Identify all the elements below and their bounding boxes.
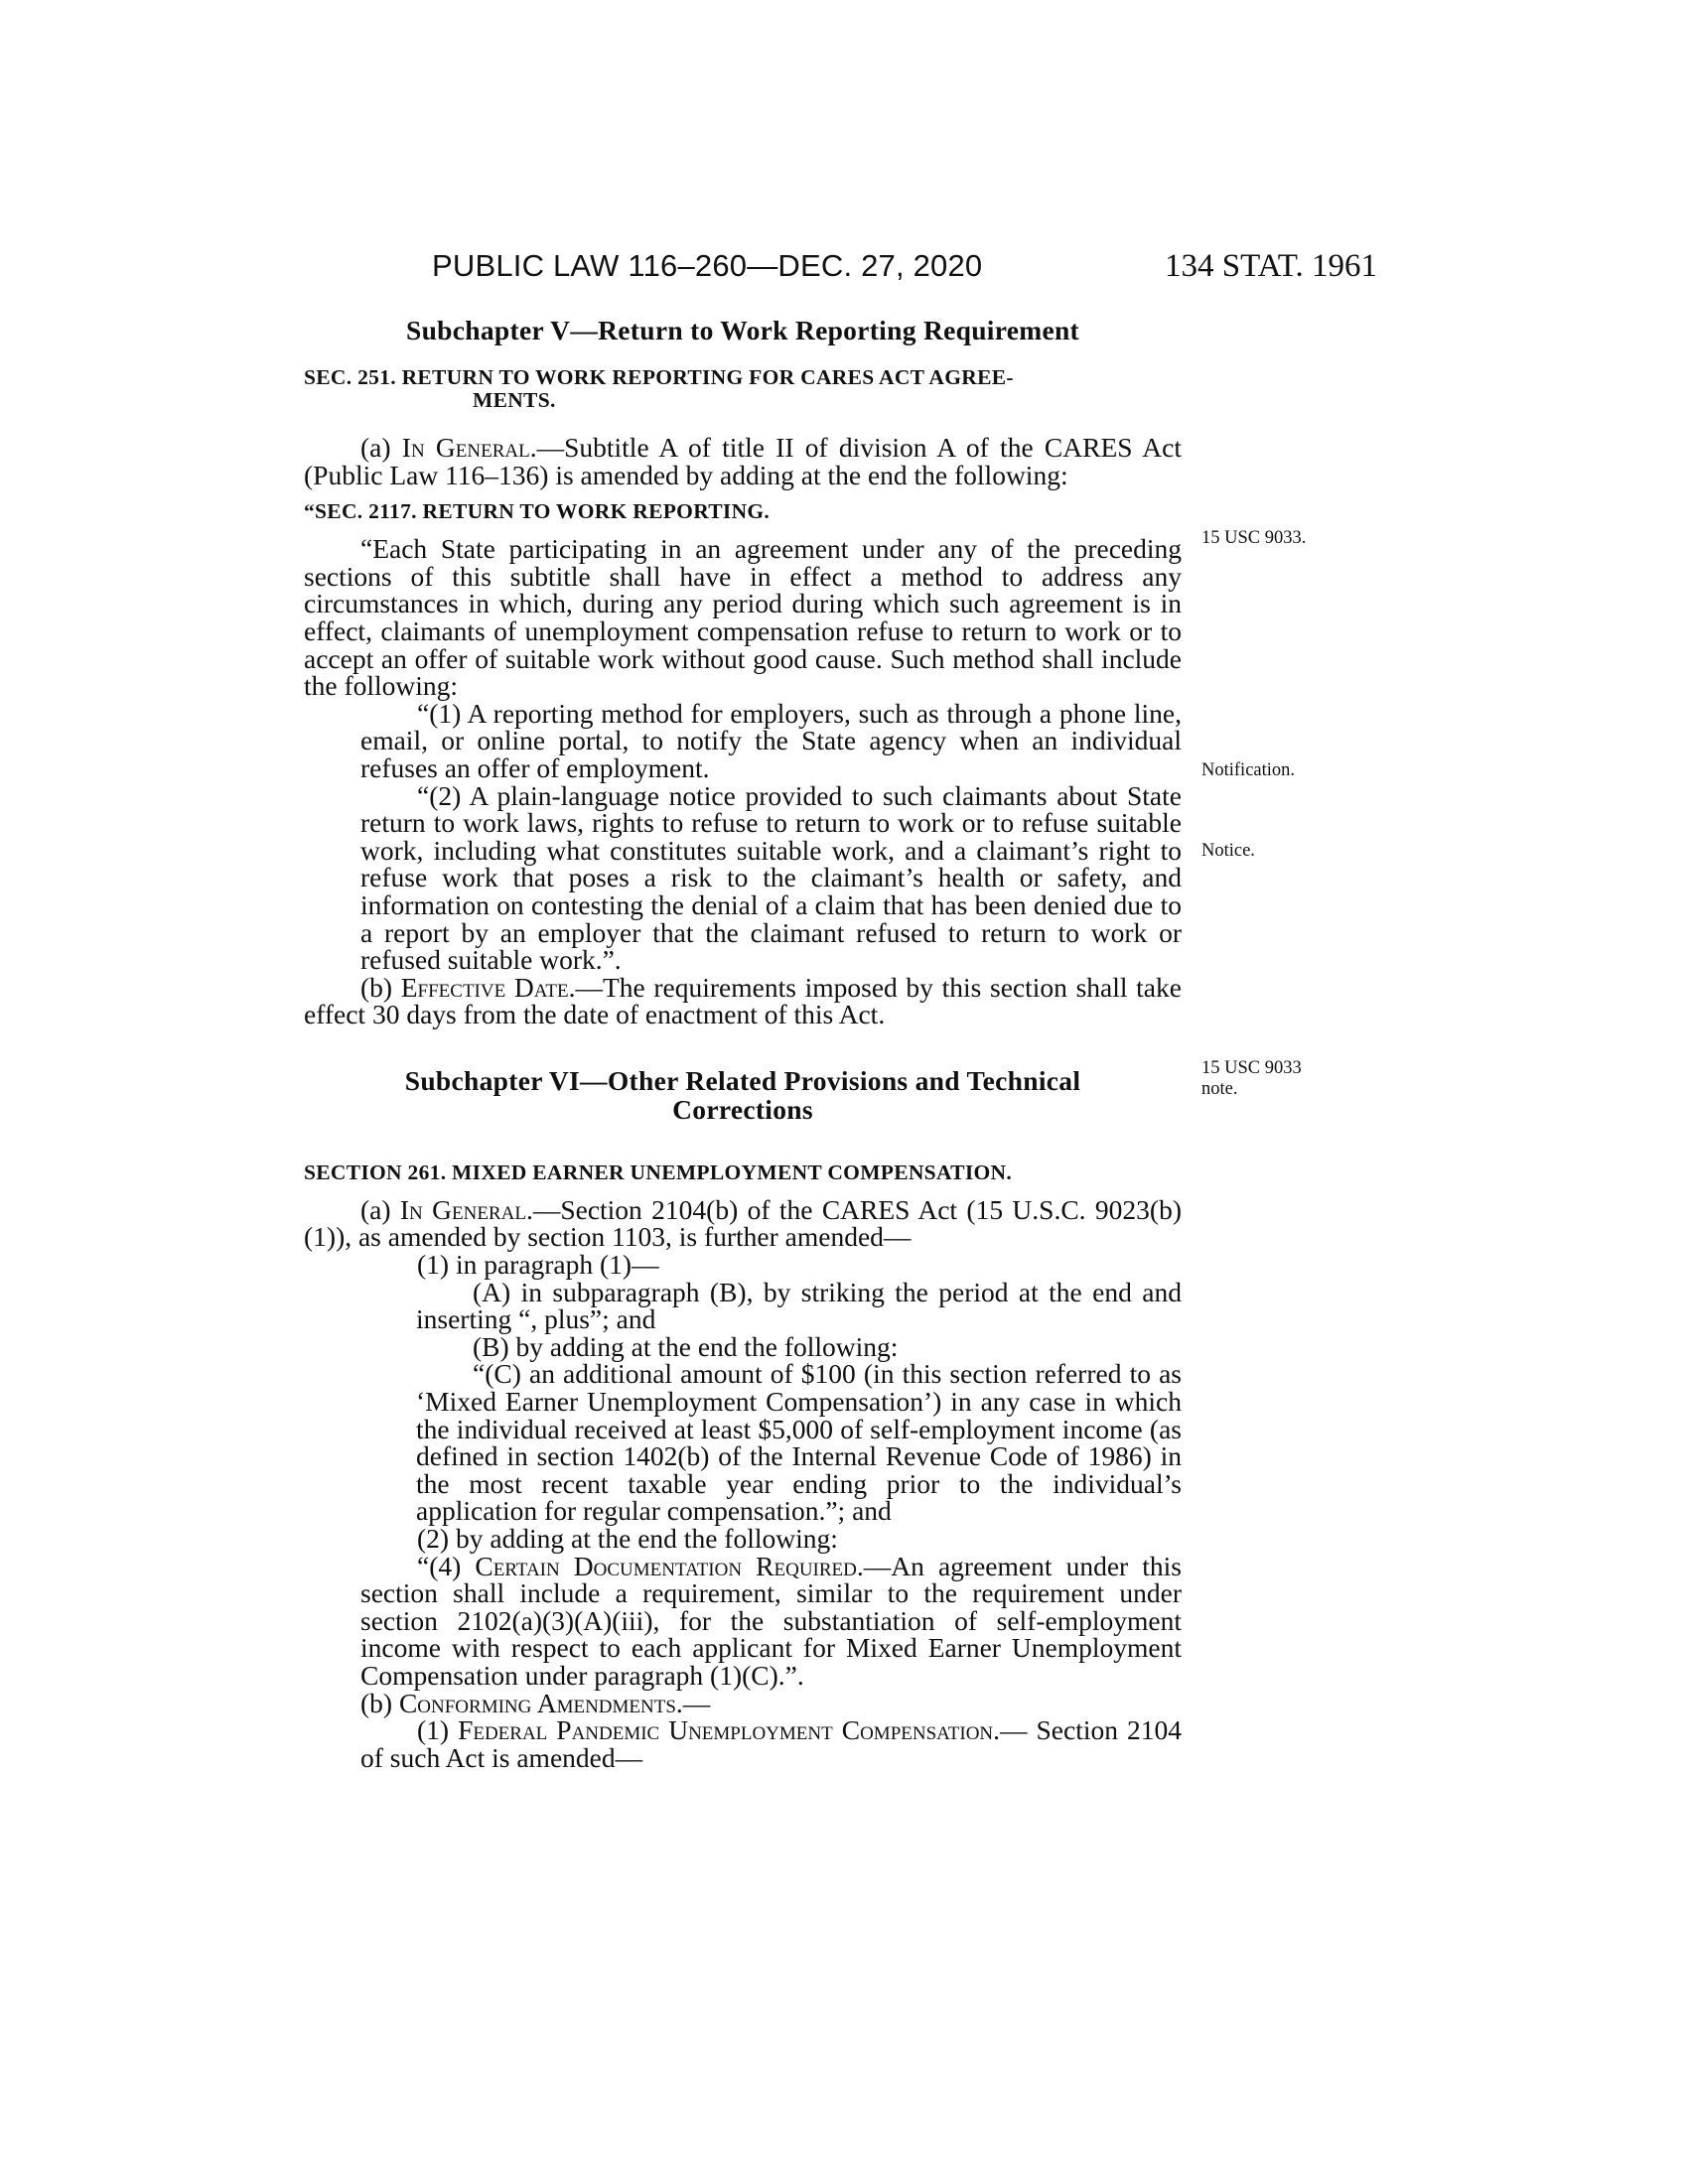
subsection-label: (a) bbox=[360, 1193, 400, 1225]
margin-note-usc-9033-note-line2: note. bbox=[1201, 1079, 1238, 1099]
subsection-caption: In General bbox=[399, 1193, 526, 1225]
sec-261-item-2: (2) by adding at the end the following: bbox=[417, 1523, 838, 1554]
subsection-label: (b) bbox=[360, 1687, 399, 1718]
sec-261-subsection-b bbox=[304, 1687, 1182, 1718]
margin-note-usc-9033-note-line1: 15 USC 9033 bbox=[1201, 1058, 1302, 1078]
main-text-column bbox=[304, 316, 1182, 1771]
sec-261-item-1-B: (B) by adding at the end the following: bbox=[473, 1330, 899, 1362]
sec-251-subsection-b bbox=[304, 971, 1182, 1030]
subsection-caption: Conforming Amendments bbox=[398, 1687, 676, 1718]
paragraph-text: .— Section 2104 of such Act is amended— bbox=[360, 1714, 1182, 1773]
margin-note-usc-9033: 15 USC 9033. bbox=[1201, 528, 1307, 548]
statute-page-number: 134 STAT. 1961 bbox=[1164, 248, 1377, 284]
paragraph-text: .—An agreement under this section shall include a requirement, similar to the requirement under section 2102(a)(3)(A)(iii), for the substantiation of self-employment income with respect to each applicant for Mixed Earner Unemployment Compensation under paragraph (1)(C).”. bbox=[360, 1550, 1183, 1691]
sec-261-heading: SECTION 261. MIXED EARNER UNEMPLOYMENT COMPENSATION. bbox=[304, 1160, 1013, 1184]
margin-note-notification: Notification. bbox=[1201, 760, 1296, 780]
sec-261-item-1-A: (A) in subparagraph (B), by striking the period at the end and inserting “, plus”; and bbox=[416, 1276, 1182, 1335]
subsection-caption: In General bbox=[401, 432, 530, 463]
sec-2117-paragraph-2: “(2) A plain-language notice provided to such claimants about State return to work laws, rights to refuse to return to work or to refuse suitable work, including what constitutes suitable work, and a claimant’s right to refuse work that poses a risk to the claimant’s health or safety, and information on contesting the denial of a claim that has been denied due to a report by an employer that the claimant refused to return to work or refused suitable work.”. bbox=[360, 779, 1182, 976]
subsection-text: .—Section 2104(b) of the CARES Act (15 U.S.C. 9023(b)(1)), as amended by section 1103, is further amended— bbox=[304, 1193, 1182, 1253]
sec-261-subsection-b-1 bbox=[304, 1716, 1182, 1771]
sec-261-item-4 bbox=[304, 1550, 1183, 1691]
subchapter-vi-title bbox=[304, 1066, 1182, 1124]
subsection-text: .—Subtitle A of title II of division A of the CARES Act (Public Law 116–136) is amended by adding at the end the following: bbox=[304, 432, 1182, 490]
sec-251-subsection-a bbox=[304, 434, 1182, 488]
sec-2117-paragraph-1: “(1) A reporting method for employers, such as through a phone line, email, or online portal, to notify the State agency when an individual refuses an offer of employment. bbox=[360, 697, 1182, 783]
paragraph-caption: Certain Documentation Required bbox=[475, 1550, 857, 1581]
subchapter-vi-title-line2: Corrections bbox=[672, 1093, 813, 1125]
subsection-label: (b) bbox=[360, 971, 401, 1003]
sec-2117-heading: “SEC. 2117. RETURN TO WORK REPORTING. bbox=[304, 499, 771, 524]
sec-251-heading-line2: MENTS. bbox=[473, 388, 556, 412]
subsection-text: .— bbox=[675, 1687, 711, 1718]
page-header bbox=[0, 248, 1688, 288]
sec-261-item-1-C: “(C) an additional amount of $100 (in this section referred to as ‘Mixed Earner Unemployment Compensation’) in any case in which the individual received at least $5,000 of self-employment income (as defined in section 1402(b) of the Internal Revenue Code of 1986) in the most recent taxable year ending prior to the individual’s application for regular compensation.”; and bbox=[416, 1358, 1182, 1527]
subchapter-v-title: Subchapter V—Return to Work Reporting Requirement bbox=[405, 315, 1080, 345]
running-head-title: PUBLIC LAW 116–260—DEC. 27, 2020 bbox=[432, 248, 983, 283]
subsection-text: .—The requirements imposed by this section shall take effect 30 days from the date of enactment of this Act. bbox=[304, 971, 1182, 1030]
subsection-caption: Effective Date bbox=[400, 971, 569, 1003]
paragraph-label: “(4) bbox=[417, 1550, 476, 1581]
subsection-label: (a) bbox=[360, 432, 402, 463]
subchapter-vi-title-line1: Subchapter VI—Other Related Provisions and Technical bbox=[404, 1064, 1081, 1096]
margin-note-usc-9033-note bbox=[1201, 1058, 1302, 1100]
margin-note-notice: Notice. bbox=[1201, 841, 1255, 861]
sec-2117-text: “Each State participating in an agreement under any of the preceding sections of this subtitle shall have in effect a method to address any circumstances in which, during any period during which such agreement is in effect, claimants of unemployment compensation refuse to return to work or to accept an offer of suitable work without good cause. Such method shall include the following: bbox=[304, 533, 1182, 702]
sec-261-subsection-a bbox=[304, 1193, 1182, 1253]
sec-251-heading-line1: SEC. 251. RETURN TO WORK REPORTING FOR CARES ACT AGREE- bbox=[304, 365, 1014, 389]
sec-261-item-1: (1) in paragraph (1)— bbox=[417, 1249, 659, 1281]
sec-251-heading bbox=[304, 366, 1182, 412]
paragraph-caption: Federal Pandemic Unemployment Compensation bbox=[458, 1714, 994, 1746]
paragraph-label: (1) bbox=[417, 1714, 459, 1746]
